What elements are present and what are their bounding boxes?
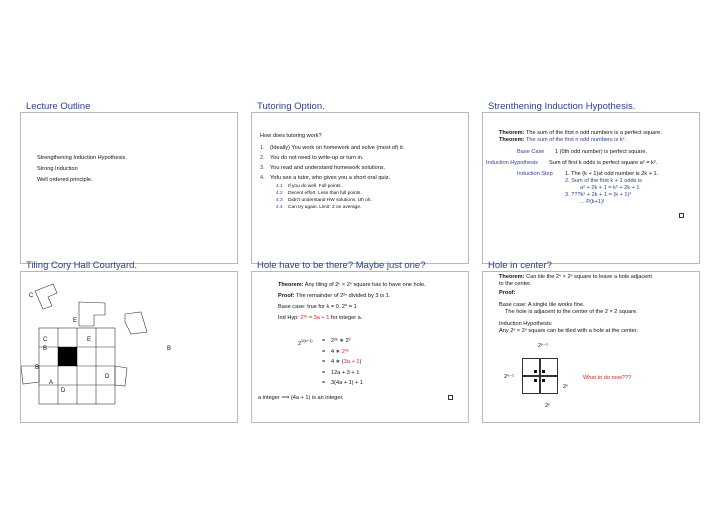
step-line: ... P(k+1)! <box>580 199 605 205</box>
step-line: 2. Sum of the first k + 1 odds is <box>565 178 642 184</box>
eq-op: = <box>322 359 326 365</box>
proof-label: Proof: <box>499 290 516 296</box>
slide-title: Hole in center? <box>488 260 552 271</box>
label-top-half-size: 2ⁿ⁻¹ <box>538 343 548 349</box>
induction-step-label: Induction Step <box>517 171 553 177</box>
ih-suffix: for integer a. <box>329 315 363 321</box>
slide-lecture-outline <box>20 101 238 264</box>
eq-op: = <box>322 370 326 376</box>
slide-strengthening-induction <box>482 101 700 264</box>
theorem-label: Theorem: <box>499 274 525 280</box>
tile-label: B <box>167 346 172 352</box>
theorem-line <box>278 282 426 288</box>
eq-row: 12a + 3 + 1 <box>331 370 360 376</box>
list-number: 3. <box>260 165 265 171</box>
quadrant-top-right <box>540 358 558 376</box>
theorem-text: The sum of the first n odd numbers is k². <box>525 137 627 143</box>
ih-expression: 2²ᵏ = 3a + 1 <box>300 315 330 321</box>
eq-part: 3a + 1 <box>343 359 360 365</box>
list-item: Yofu see a tutor, who gives you a short oral quiz. <box>270 175 391 181</box>
tile-label: D <box>105 374 110 380</box>
step-line: 1. The (k + 1)st odd number is 2k + 1. <box>565 171 659 177</box>
sublist-item: Decent effort. Less than full points. <box>288 191 362 196</box>
proof-line <box>278 293 390 299</box>
slide-hole-center <box>482 260 700 423</box>
center-hole-marker <box>542 379 545 382</box>
theorem-line-2 <box>499 137 626 143</box>
theorem-label: Theorem: <box>278 282 304 288</box>
slide-tiling-courtyard <box>20 260 238 423</box>
eq-row: 3(4a + 1) + 1 <box>331 380 364 386</box>
ih-line-2: Any 2ⁿ × 2ⁿ square can be tiled with a hole at the center. <box>499 328 638 334</box>
theorem-text: Any tiling of 2ⁿ × 2ⁿ square has to have one hole. <box>304 282 426 288</box>
base-case-label: Base Case <box>517 149 545 155</box>
slide-hole-one <box>251 260 469 423</box>
induction-hypothesis-label: Induction Hypothesis <box>486 160 538 166</box>
sublist-item: Can try again. Limit: 2 on average. <box>288 205 362 210</box>
equation-lhs: $2^{2(k+1)}$ <box>298 338 313 347</box>
eq-part: ) <box>359 359 362 365</box>
list-number: 1. <box>260 145 265 151</box>
theorem-line-1 <box>499 130 662 136</box>
tile-label: E <box>87 337 92 343</box>
outline-item-1: Strengthening Induction Hypothesis. <box>37 155 127 161</box>
sublist-item: Didn't understand HW solutions. Uh oh. <box>288 198 372 203</box>
question-text: What to do now??? <box>583 375 632 381</box>
eq-row: 2²ᵏ ∗ 2² <box>331 338 351 344</box>
quadrant-top-left <box>522 358 540 376</box>
theorem-line-2: to the center. <box>499 281 532 287</box>
theorem-label: Theorem: <box>499 130 525 136</box>
sublist-number: 4.1 <box>276 184 283 189</box>
center-hole-marker <box>534 379 537 382</box>
theorem-text: The sum of the first n odd numbers is a perfect square. <box>525 130 662 136</box>
tile-label: D <box>61 388 66 394</box>
step-line: 3. ???k² + 2k + 1 = (k + 1)² <box>565 192 632 198</box>
slide-tutoring-option <box>251 101 469 264</box>
eq-op: = <box>322 380 326 386</box>
courtyard-tiling-diagram <box>21 272 239 424</box>
theorem-label: Theorem: <box>499 137 525 143</box>
eq-part: 4 ∗ <box>331 349 342 355</box>
base-case-line-2: The hole is adjacent to the center of the 2 × 2 square. <box>505 309 638 315</box>
theorem-line-1 <box>499 274 652 280</box>
slide-title: Tiling Cory Hall Courtyard. <box>26 260 138 271</box>
qed-box <box>448 395 453 400</box>
tile-label: B <box>35 365 40 371</box>
list-item: (Ideally) You work on homework and solve (most of) it. <box>270 145 405 151</box>
step-line: a² + 2k + 1 = k² + 2k + 1 <box>580 185 640 191</box>
slide-title: Hole have to be there? Maybe just one? <box>257 260 426 271</box>
center-hole-marker <box>542 370 545 373</box>
base-case: Base case: true for k = 0. 2⁰ = 1 <box>278 304 357 310</box>
base-case-line-1: Base case: A single tile works fine. <box>499 302 585 308</box>
eq-row <box>331 359 361 365</box>
sublist-number: 4.3 <box>276 198 283 203</box>
list-number: 2. <box>260 155 265 161</box>
eq-part: 2²ᵏ <box>341 349 349 355</box>
ih-line-1: Induction Hypothesis: <box>499 321 553 327</box>
eq-row <box>331 349 349 355</box>
list-item: You do not need to write-up or turn in. <box>270 155 364 161</box>
tile-label: E <box>73 318 78 324</box>
base-case-text: 1 (0th odd number) is perfect square. <box>555 149 648 155</box>
list-item: You read and understand homework solutions. <box>270 165 386 171</box>
intro-question: How does tutoring work? <box>260 133 322 139</box>
tile-label: A <box>49 380 54 386</box>
slide-title: Lecture Outline <box>26 101 91 112</box>
sublist-number: 4.2 <box>276 191 283 196</box>
label-left-half-size: 2ⁿ⁻¹ <box>504 374 514 380</box>
outline-item-3: Well ordered principle. <box>37 177 93 183</box>
center-hole-marker <box>534 370 537 373</box>
eq-op: = <box>322 338 326 344</box>
proof-label: Proof: <box>278 293 295 299</box>
theorem-text: Can tile the 2ⁿ × 2ⁿ square to leave a hole adjacent <box>526 274 652 280</box>
outline-item-2: Strong Induction <box>37 166 78 172</box>
induction-hypothesis-text: Sum of first k odds is perfect square a² = k². <box>549 160 658 166</box>
quadrant-bottom-left <box>522 376 540 394</box>
sublist-item: If you do well. Full points. <box>288 184 342 189</box>
proof-text: The remainder of 2²ⁿ divided by 3 is 1. <box>295 293 391 299</box>
tile-label: C <box>29 293 34 299</box>
eq-op: = <box>322 349 326 355</box>
tile-label: B <box>43 346 48 352</box>
ih-prefix: Ind Hyp: <box>278 315 301 321</box>
eq-part: 4 ∗ ( <box>331 359 344 365</box>
tile-label: C <box>43 337 48 343</box>
qed-box <box>679 213 684 218</box>
label-right-size: 2ⁿ <box>563 384 569 390</box>
sublist-number: 4.4 <box>276 205 283 210</box>
list-number: 4. <box>260 175 265 181</box>
slide-title: Tutoring Option. <box>257 101 325 112</box>
induction-hypothesis <box>278 315 362 321</box>
label-bottom-size: 2ⁿ <box>545 403 551 409</box>
slide-title: Strenthening Induction Hypothesis. <box>488 101 636 112</box>
conclusion: a integer ⟹ (4a + 1) is an integer. <box>258 395 344 401</box>
